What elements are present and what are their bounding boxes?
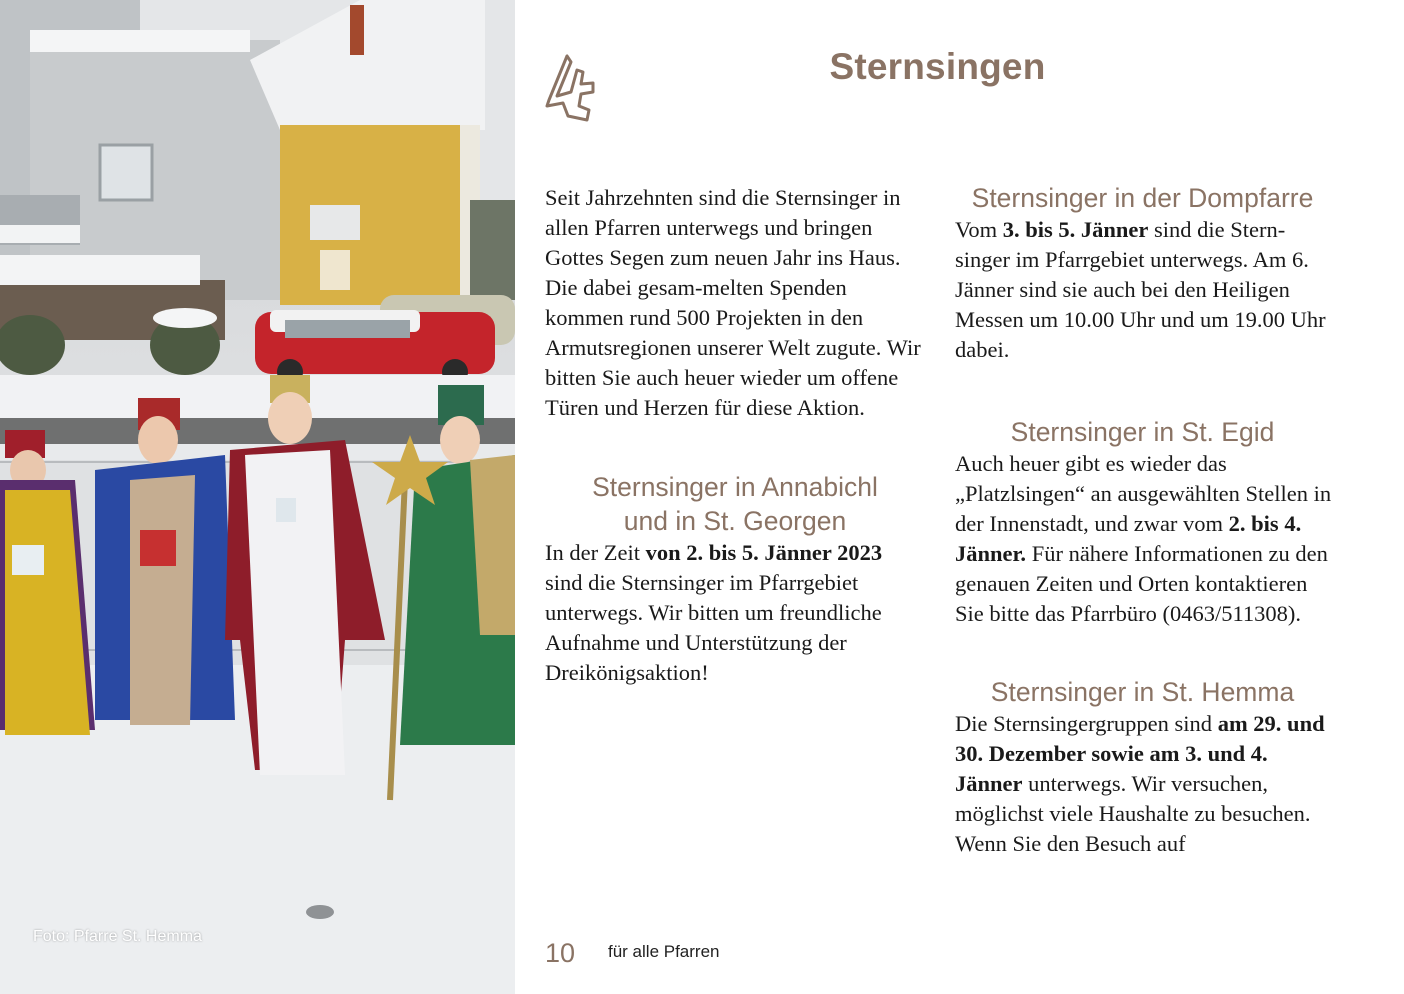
- dompfarre-text: [955, 215, 1340, 365]
- dompfarre-text-bold: 3. bis 5. Jänner: [1002, 217, 1149, 242]
- egid-text-part2: Für nähere Informationen zu den genauen Zeiten und Orten kontaktieren Sie bitte das Pfarrbüro (0463/511308).: [955, 541, 1328, 626]
- heading-annabichl-line1: Sternsinger in Annabichl: [592, 472, 878, 502]
- heading-hemma: Sternsinger in St. Hemma: [990, 677, 1295, 707]
- hemma-text: [955, 709, 1340, 859]
- egid-text: [955, 449, 1340, 629]
- photo-credit: Foto: Pfarre St. Hemma: [33, 928, 202, 945]
- annabichl-text-part2: sind die Sternsinger im Pfarrgebiet unterwegs. Wir bitten um freundliche Aufnahme und Unterstützung der Dreikönigsaktion!: [545, 570, 882, 685]
- column-left: [545, 183, 925, 688]
- intro-text: Seit Jahrzehnten sind die Sternsinger in allen Pfarren unterwegs und bringen Gottes Segen zum neuen Jahr ins Haus. Die dabei gesam-melten Spenden kommen rund 500 Projekten in den Armutsregionen unserer Welt zugute. Wir bitten Sie auch heuer wieder um offene Türen und Herzen für diese Aktion.: [545, 185, 921, 420]
- hemma-text-part2: unterwegs. Wir versuchen, möglichst viele Haushalte zu besuchen. Wenn Sie den Besuch auf: [955, 771, 1311, 856]
- dompfarre-text-part2: sind die Stern-singer im Pfarrgebiet unterwegs. Am 6. Jänner sind sie auch bei den Heiligen Messen um 10.00 Uhr und um 19.00 Uhr dabei.: [955, 217, 1326, 362]
- egid-text-part1: Auch heuer gibt es wieder das „Platzlsingen“ an ausgewählten Stellen in der Innenstadt, und zwar vom: [955, 451, 1332, 536]
- page-number: 10: [545, 938, 576, 968]
- heading-dompfarre: Sternsinger in der Dompfarre: [971, 183, 1314, 213]
- cross-four-icon: [543, 52, 597, 122]
- column-right: [955, 181, 1340, 859]
- dompfarre-text-part1: Vom: [955, 217, 1003, 242]
- heading-egid: Sternsinger in St. Egid: [1010, 417, 1275, 447]
- photo-illustration: [0, 0, 515, 994]
- egid-text-bold: 2. bis 4. Jänner.: [955, 511, 1302, 566]
- photo-sternsinger: [0, 0, 515, 994]
- hemma-text-bold: am 29. und 30. Dezember sowie am 3. und 4. Jänner: [955, 711, 1325, 796]
- heading-annabichl-line2: und in St. Georgen: [623, 506, 847, 536]
- hemma-text-part1: Die Sternsingergruppen sind: [955, 711, 1218, 736]
- annabichl-text-part1: In der Zeit: [545, 540, 646, 565]
- page-footer-label: für alle Pfarren: [608, 942, 720, 961]
- page-title: Sternsingen: [829, 46, 1046, 87]
- annabichl-text: [545, 538, 925, 688]
- heading-annabichl: [545, 470, 925, 538]
- annabichl-text-bold: von 2. bis 5. Jänner 2023: [645, 540, 883, 565]
